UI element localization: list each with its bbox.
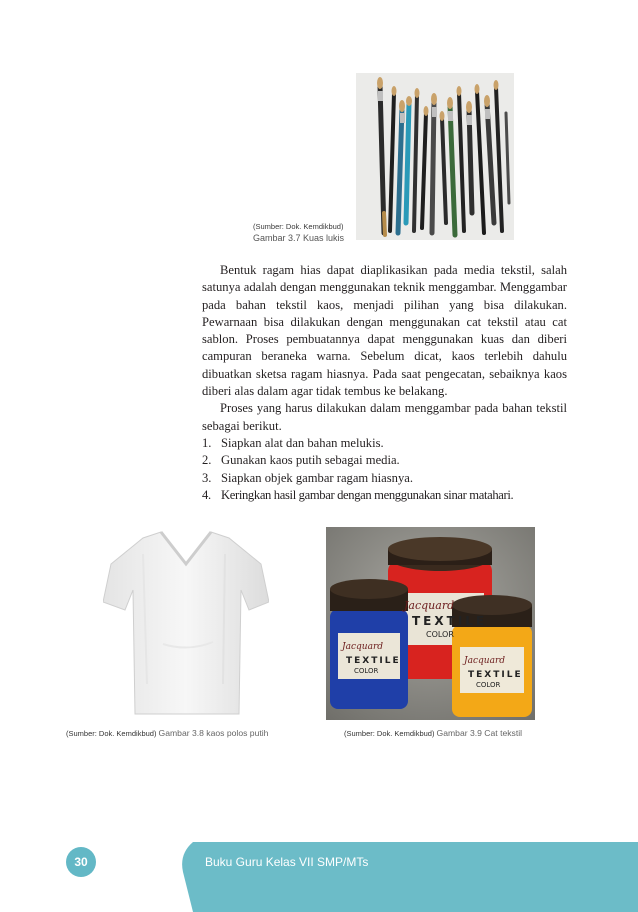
page-number: 30 xyxy=(66,847,96,877)
list-item-number: 1. xyxy=(202,435,212,450)
list-item-text: Keringkan hasil gambar dengan menggunakan sinar matahari. xyxy=(221,487,514,502)
paint-caption xyxy=(344,728,522,738)
jar-label-color: COLOR xyxy=(426,630,454,639)
jar-label-textile: TEXTILE xyxy=(412,614,488,628)
tshirt-caption xyxy=(66,728,268,738)
tshirt-photo xyxy=(103,524,269,718)
paint-caption-text: Gambar 3.9 Cat tekstil xyxy=(436,728,523,738)
tshirt-illustration xyxy=(103,524,269,718)
jar-label-color: COLOR xyxy=(476,681,501,689)
list-item xyxy=(202,435,567,452)
paragraph-2: Proses yang harus dilakukan dalam menggambar pada bahan tekstil sebagai berikut. xyxy=(202,401,567,433)
list-item-text: Siapkan alat dan bahan melukis. xyxy=(221,435,384,450)
paint-jars-photo xyxy=(326,527,535,720)
jar-label-brand: Jacquard xyxy=(464,656,506,666)
brushes-caption: Gambar 3.7 Kuas lukis xyxy=(253,233,345,243)
steps-list xyxy=(202,435,567,504)
brushes-illustration xyxy=(356,73,514,240)
body-text xyxy=(202,262,567,504)
list-item-number: 3. xyxy=(202,470,212,485)
list-item-text: Siapkan objek gambar ragam hiasnya. xyxy=(221,470,413,485)
jar-label-textile: TEXTILE xyxy=(468,670,523,680)
list-item xyxy=(202,487,567,504)
paint-jars-illustration xyxy=(326,527,535,720)
tshirt-source: (Sumber: Dok. Kemdikbud) xyxy=(66,729,157,738)
brushes-photo xyxy=(356,73,514,240)
tshirt-caption-text: Gambar 3.8 kaos polos putih xyxy=(158,728,269,738)
list-item xyxy=(202,470,567,487)
paragraph-1: Bentuk ragam hias dapat diaplikasikan pada media tekstil, salah satunya adalah dengan menggunakan teknik menggambar. Menggambar pada bahan tekstil kaos, menjadi pilihan yang bisa dilakukan. Pewarnaan bisa dilakukan dengan menggunakan cat tekstil atau cat sablon. Proses pembuatannya dapat menggunakan kuas dan diberi campuran beraneka warna. Sebelum dicat, kaos terlebih dahulu dibuatkan sketsa ragam hiasnya. Pada saat pengecatan, sebaiknya kaos diberi alas dalam agar tidak tembus ke belakang. xyxy=(202,263,567,399)
list-item-number: 4. xyxy=(202,487,211,502)
list-item-text: Gunakan kaos putih sebagai media. xyxy=(221,453,400,468)
list-item-number: 2. xyxy=(202,453,212,468)
jar-label-color: COLOR xyxy=(354,667,379,675)
footer-band xyxy=(175,842,638,912)
list-item xyxy=(202,452,567,469)
jar-label-brand: Jacquard xyxy=(342,642,384,652)
jar-label-brand: Jacquard xyxy=(404,599,455,612)
brushes-source: (Sumber: Dok. Kemdikbud) xyxy=(253,222,344,231)
book-title: Buku Guru Kelas VII SMP/MTs xyxy=(205,855,369,869)
jar-label-textile: TEXTILE xyxy=(346,656,401,666)
paint-source: (Sumber: Dok. Kemdikbud) xyxy=(344,729,435,738)
